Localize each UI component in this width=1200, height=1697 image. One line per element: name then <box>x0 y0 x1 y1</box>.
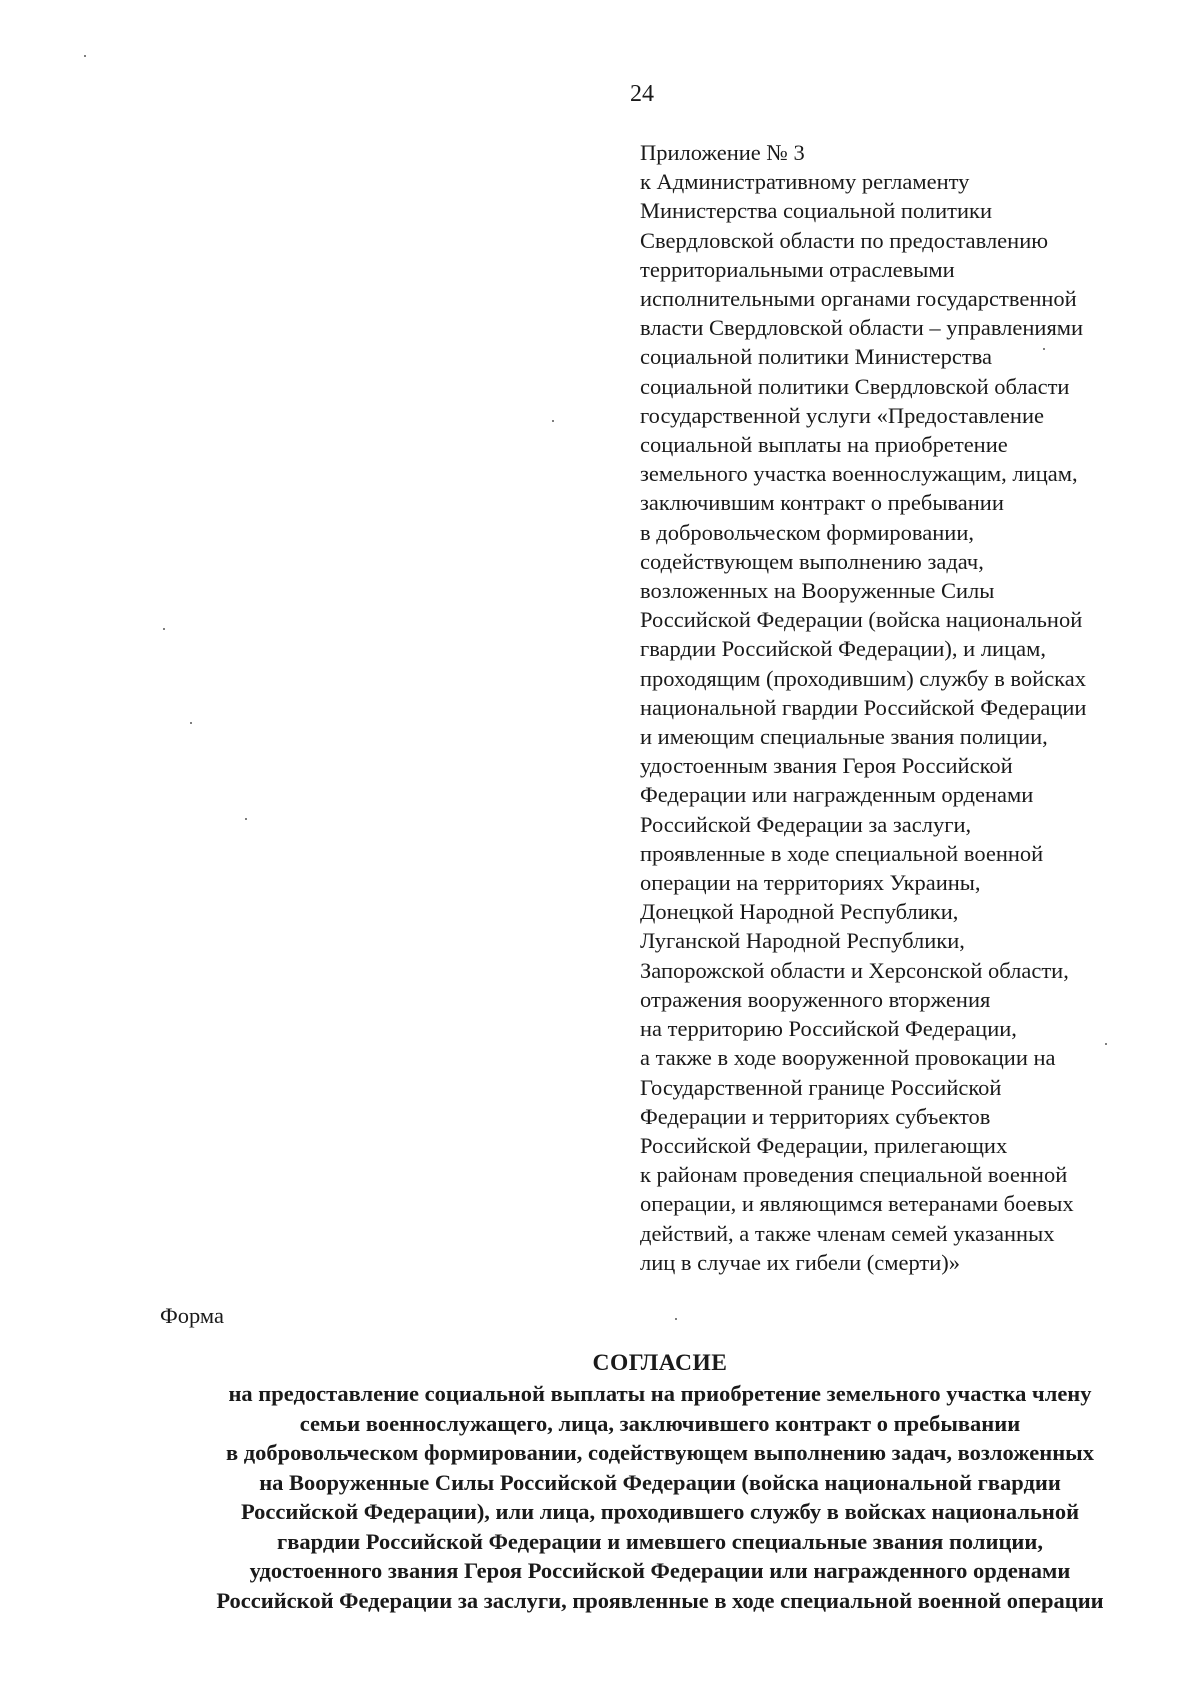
form-label: Форма <box>160 1303 225 1328</box>
scan-speck <box>1105 1043 1107 1045</box>
appendix-line: к районам проведения специальной военной <box>640 1162 1068 1188</box>
appendix-line: Российской Федерации (войска национальной <box>640 607 1083 633</box>
subtitle-line: удостоенного звания Героя Российской Федерации или награжденного орденами <box>249 1558 1071 1583</box>
appendix-line: исполнительными органами государственной <box>640 286 1077 312</box>
appendix-line: действий, а также членам семей указанных <box>640 1220 1055 1246</box>
appendix-line: на территорию Российской Федерации, <box>640 1016 1017 1042</box>
appendix-line: Федерации или награжденным орденами <box>640 782 1034 808</box>
appendix-line: возложенных на Вооруженные Силы <box>640 578 995 604</box>
subtitle-line: семьи военнослужащего, лица, заключившего контракт о пребывании <box>299 1410 1021 1436</box>
appendix-line: власти Свердловской области – управлениями <box>640 315 1084 341</box>
appendix-line: Луганской Народной Республики, <box>640 928 965 954</box>
appendix-line: Российской Федерации за заслуги, <box>640 811 972 837</box>
document-subtitle <box>110 1379 1200 1615</box>
scan-speck <box>190 722 192 724</box>
appendix-line: операции на территориях Украины, <box>640 870 981 896</box>
subtitle-line: Российской Федерации), или лица, проходившего службу в войсках национальной <box>240 1499 1080 1524</box>
appendix-line: территориальными отраслевыми <box>640 256 955 282</box>
appendix-line: а также в ходе вооруженной провокации на <box>640 1045 1056 1071</box>
subtitle-line: на предоставление социальной выплаты на приобретение земельного участка члену <box>228 1381 1092 1406</box>
scan-speck <box>552 420 554 422</box>
appendix-line: социальной выплаты на приобретение <box>640 432 1008 458</box>
subtitle-line: в добровольческом формировании, содействующем выполнению задач, возложенных <box>225 1440 1094 1465</box>
appendix-line: национальной гвардии Российской Федерации <box>640 694 1087 720</box>
appendix-line: отражения вооруженного вторжения <box>640 986 991 1012</box>
appendix-line: в добровольческом формировании, <box>640 519 974 545</box>
appendix-header <box>640 138 1180 1277</box>
appendix-line: проявленные в ходе специальной военной <box>640 840 1044 866</box>
consent-title-block <box>110 1347 1200 1615</box>
subtitle-line: Российской Федерации за заслуги, проявленные в ходе специальной военной операции <box>216 1587 1104 1613</box>
appendix-line: проходящим (проходившим) службу в войсках <box>640 665 1087 691</box>
appendix-line: и имеющим специальные звания полиции, <box>640 724 1048 750</box>
appendix-line: государственной услуги «Предоставление <box>640 402 1044 428</box>
appendix-line: удостоенным звания Героя Российской <box>640 753 1013 779</box>
appendix-line: Федерации и территориях субъектов <box>640 1103 991 1129</box>
appendix-line: Российской Федерации, прилегающих <box>640 1132 1008 1158</box>
appendix-line: Донецкой Народной Республики, <box>640 899 959 925</box>
appendix-line: социальной политики Свердловской области <box>640 373 1070 399</box>
scan-speck <box>675 1318 677 1320</box>
subtitle-line: гвардии Российской Федерации и имевшего специальные звания полиции, <box>277 1528 1043 1554</box>
subtitle-line: на Вооруженные Силы Российской Федерации (войска национальной гвардии <box>259 1469 1061 1495</box>
appendix-line: заключившим контракт о пребывании <box>640 490 1004 516</box>
appendix-line: к Административному регламенту <box>640 169 970 195</box>
appendix-line: гвардии Российской Федерации), и лицам, <box>640 636 1046 662</box>
appendix-line: Свердловской области по предоставлению <box>640 227 1049 253</box>
appendix-line: социальной политики Министерства <box>640 344 993 370</box>
appendix-line: содействующем выполнению задач, <box>640 548 984 574</box>
scan-speck <box>84 55 86 57</box>
scan-speck <box>245 818 247 820</box>
page-number: 24 <box>630 81 654 107</box>
appendix-line: Государственной границе Российской <box>640 1074 1002 1100</box>
document-title: СОГЛАСИЕ <box>592 1350 728 1376</box>
scan-speck <box>1043 348 1045 350</box>
appendix-line: Приложение № 3 <box>640 140 805 165</box>
appendix-line: земельного участка военнослужащим, лицам, <box>640 461 1078 487</box>
appendix-line: Запорожской области и Херсонской области, <box>640 957 1069 983</box>
scan-speck <box>163 628 165 630</box>
appendix-line: лиц в случае их гибели (смерти)» <box>640 1249 961 1275</box>
appendix-line: операции, и являющимся ветеранами боевых <box>640 1191 1074 1217</box>
appendix-line: Министерства социальной политики <box>640 198 993 224</box>
